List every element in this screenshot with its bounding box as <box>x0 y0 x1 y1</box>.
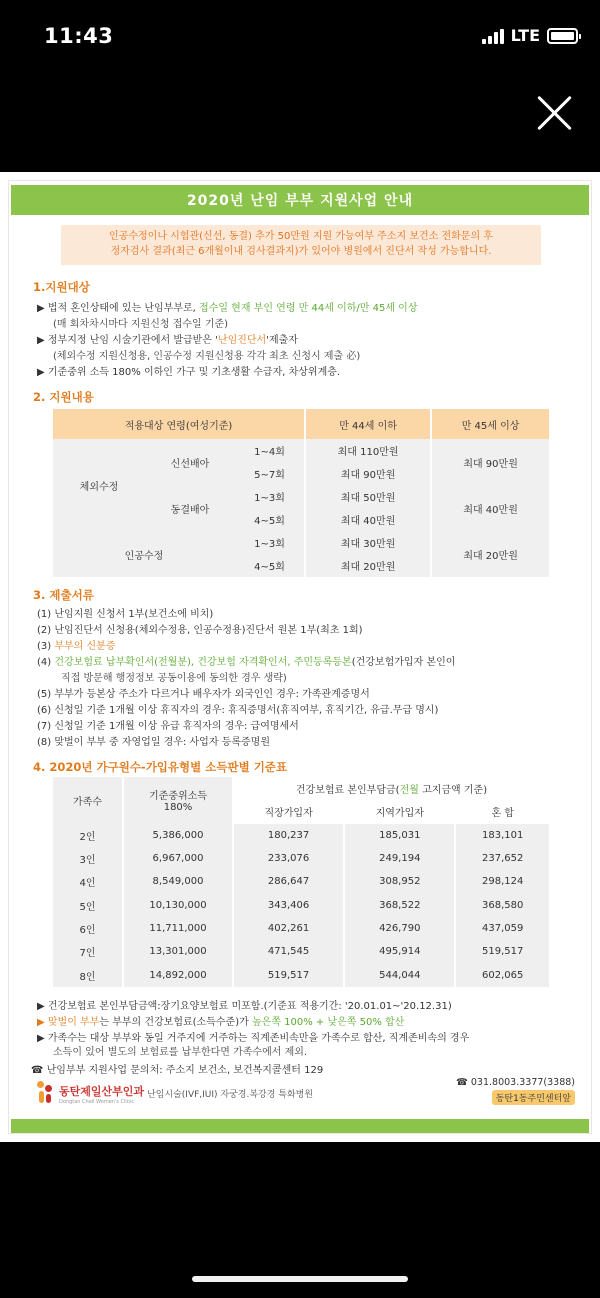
amount-cell: 최대 40만원 <box>305 508 431 531</box>
mixed-cell: 437,059 <box>455 917 549 940</box>
document-item: (2) 난임진단서 신청용(체외수정용, 인공수정용)진단서 원본 1부(최초 1회) <box>37 625 363 636</box>
clinic-name: 동탄제일산부인과 <box>59 1084 145 1098</box>
mixed-cell: 519,517 <box>455 940 549 963</box>
regional-cell: 544,044 <box>344 964 455 987</box>
document-item: (7) 신청일 기준 1개월 이상 유급 휴직자의 경우: 급여명세서 <box>37 721 299 732</box>
mixed-cell: 237,652 <box>455 847 549 870</box>
notice-box <box>61 225 541 265</box>
table-header: 지역가입자 <box>344 800 455 823</box>
amount-cell: 최대 50만원 <box>305 485 431 508</box>
document-item: (1) 난임지원 신청서 1부(보건소에 비치) <box>37 609 214 620</box>
table-header: 혼 합 <box>455 800 549 823</box>
note-highlight: ▶ 맞벌이 부부 <box>37 1017 100 1028</box>
poster-title: 2020년 난임 부부 지원사업 안내 <box>11 185 589 215</box>
eligibility-line-1 <box>37 299 417 314</box>
network-label: LTE <box>510 26 540 45</box>
contact-line: ☎ 난임부부 지원사업 문의처: 주소지 보건소, 보건복지콜센터 129 <box>31 1065 324 1076</box>
support-table <box>53 409 549 577</box>
times-cell: 5~7회 <box>235 462 305 485</box>
table-row <box>53 940 549 963</box>
times-cell: 1~4회 <box>235 439 305 462</box>
notice-line: 정자검사 결과(최근 6개월이내 검사결과지)가 있어야 병원에서 진단서 작성 가능합니다. <box>110 246 492 257</box>
times-cell: 1~3회 <box>235 531 305 554</box>
eligibility-line-5: ▶ 기준중위 소득 180% 이하인 가구 및 기초생활 수급자, 차상위계층. <box>37 367 341 378</box>
header-text: 고지금액 기준) <box>418 785 488 797</box>
poster-image[interactable] <box>0 172 600 1142</box>
table-header <box>123 777 233 824</box>
times-cell: 4~5회 <box>235 508 305 531</box>
eligibility-age: 접수일 현재 부인 연령 만 44세 이하/만 45세 이상 <box>199 303 418 314</box>
table-row <box>53 847 549 870</box>
mixed-cell: 602,065 <box>455 964 549 987</box>
item-number: (4) <box>37 657 55 668</box>
median-cell: 6,967,000 <box>123 847 233 870</box>
section-2-heading: 2. 지원내용 <box>33 390 94 404</box>
note-line: ▶ 가족수는 대상 부부와 동일 거주지에 거주하는 직계존비속만을 가족수로 합산, 직계존비속의 경우 <box>37 1033 470 1044</box>
clinic-subname: Dongtan Cheil Women's Clinic <box>59 1098 135 1105</box>
income-table <box>53 777 549 987</box>
status-indicators <box>482 26 578 45</box>
amount-cell: 최대 110만원 <box>305 439 431 462</box>
home-indicator[interactable] <box>192 1276 408 1282</box>
poster-content <box>8 180 592 1134</box>
eligibility-line-4: (체외수정 지원신청용, 인공수정 지원신청용 각각 최초 신청시 제출 必) <box>53 351 361 362</box>
subcategory-cell: 신선배아 <box>145 439 235 485</box>
eligibility-text: ▶ 법적 혼인상태에 있는 난임부부로, <box>37 303 200 314</box>
median-cell: 11,711,000 <box>123 917 233 940</box>
median-cell: 14,892,000 <box>123 964 233 987</box>
section-3-heading: 3. 제출서류 <box>33 588 94 602</box>
mixed-cell: 183,101 <box>455 824 549 847</box>
table-row <box>53 917 549 940</box>
table-row <box>53 964 549 987</box>
status-time: 11:43 <box>44 24 114 48</box>
document-item: (8) 맞벌이 부부 중 자영업일 경우: 사업자 등록증명원 <box>37 737 270 748</box>
table-header <box>233 777 549 800</box>
regional-cell: 426,790 <box>344 917 455 940</box>
category-cell: 체외수정 <box>53 439 145 531</box>
over45-cell: 최대 90만원 <box>431 439 549 485</box>
regional-cell: 368,522 <box>344 894 455 917</box>
family-cell: 8인 <box>79 971 96 983</box>
id-card-doc: 부부의 신분증 <box>54 641 116 652</box>
amount-cell: 최대 30만원 <box>305 531 431 554</box>
section-4-heading: 4. 2020년 가구원수-가입유형별 소득판별 기준표 <box>33 760 288 774</box>
workplace-cell: 233,076 <box>233 847 344 870</box>
note-line: ▶ 건강보험료 본인부담금액:장기요양보험료 미포함.(기준표 적용기간: '20.01.01~'20.12.31) <box>37 1001 452 1012</box>
clinic-logo <box>35 1079 144 1105</box>
regional-cell: 185,031 <box>344 824 455 847</box>
regional-cell: 308,952 <box>344 870 455 893</box>
table-header: 직장가입자 <box>233 800 344 823</box>
family-cell: 2인 <box>79 831 96 843</box>
table-row <box>53 894 549 917</box>
table-header: 만 44세 이하 <box>305 409 431 439</box>
location-tag: 동탄1동주민센터앞 <box>492 1090 575 1105</box>
over45-cell: 최대 40만원 <box>431 485 549 531</box>
table-header: 가족수 <box>53 777 123 824</box>
workplace-cell: 519,517 <box>233 964 344 987</box>
family-cell: 6인 <box>79 925 96 937</box>
eligibility-line-3 <box>37 331 298 346</box>
eligibility-text: '제출자 <box>266 335 298 346</box>
table-header: 만 45세 이상 <box>431 409 549 439</box>
category-cell: 인공수정 <box>53 531 235 577</box>
amount-cell: 최대 90만원 <box>305 462 431 485</box>
header-line: 180% <box>163 802 193 814</box>
document-item: (5) 부부가 등본상 주소가 다르거나 배우자가 외국인인 경우: 가족관계증명서 <box>37 689 370 700</box>
logo-icon <box>35 1079 55 1105</box>
diagnosis-doc: 난임진단서 <box>217 335 267 346</box>
family-cell: 7인 <box>79 948 96 960</box>
insurance-docs: 건강보험료 납부확인서(전월분), 건강보험 자격확인서, 주민등록등본 <box>54 657 352 668</box>
battery-icon <box>547 28 578 44</box>
workplace-cell: 286,647 <box>233 870 344 893</box>
table-header: 적용대상 연령(여성기준) <box>53 409 305 439</box>
note-line <box>37 1013 404 1028</box>
signal-icon <box>482 28 504 44</box>
mixed-cell: 298,124 <box>455 870 549 893</box>
table-row <box>53 824 549 847</box>
status-bar <box>0 0 600 70</box>
clinic-phone: ☎ 031.8003.3377(3388) <box>456 1077 575 1088</box>
close-icon[interactable] <box>534 92 576 134</box>
family-cell: 5인 <box>79 901 96 913</box>
section-1-heading: 1.지원대상 <box>33 280 90 294</box>
header-text: 전월 <box>399 785 419 797</box>
workplace-cell: 343,406 <box>233 894 344 917</box>
header-text: 건강보험료 본인부담금( <box>295 785 400 797</box>
amount-cell: 최대 20만원 <box>305 554 431 577</box>
regional-cell: 495,914 <box>344 940 455 963</box>
workplace-cell: 180,237 <box>233 824 344 847</box>
median-cell: 8,549,000 <box>123 870 233 893</box>
workplace-cell: 471,545 <box>233 940 344 963</box>
family-cell: 3인 <box>79 855 96 867</box>
times-cell: 4~5회 <box>235 554 305 577</box>
times-cell: 1~3회 <box>235 485 305 508</box>
workplace-cell: 402,261 <box>233 917 344 940</box>
median-cell: 10,130,000 <box>123 894 233 917</box>
clinic-description: 난임시술(IVF,IUI) 자궁경.복강경 특화병원 <box>147 1090 314 1100</box>
notice-line: 인공수정이나 시험관(신선, 동결) 추가 50만원 지원 가능여부 주소지 보건소 전화문의 후 <box>109 231 493 242</box>
note-line: 소득이 있어 별도의 보험료를 납부한다면 가족수에서 제외. <box>53 1047 308 1058</box>
regional-cell: 249,194 <box>344 847 455 870</box>
eligibility-line-2: (매 회차차시마다 지원신청 접수일 기준) <box>53 319 229 330</box>
footer-bar <box>11 1119 589 1133</box>
document-item <box>37 653 455 668</box>
over45-cell: 최대 20만원 <box>431 531 549 577</box>
family-cell: 4인 <box>79 878 96 890</box>
note-highlight: 높은쪽 100% + 낮은쪽 50% 합산 <box>251 1017 405 1028</box>
item-number: (3) <box>37 641 55 652</box>
eligibility-text: ▶ 정부지정 난임 시술기관에서 발급받은 ' <box>37 335 218 346</box>
table-row <box>53 870 549 893</box>
note-text: 는 부부의 건강보험료(소득수준)가 <box>99 1017 252 1028</box>
table-row <box>53 531 549 554</box>
document-item <box>37 637 115 652</box>
median-cell: 13,301,000 <box>123 940 233 963</box>
mixed-cell: 368,580 <box>455 894 549 917</box>
median-cell: 5,386,000 <box>123 824 233 847</box>
document-item: 직접 방문해 행정정보 공동이용에 동의한 경우 생략) <box>61 673 287 684</box>
subcategory-cell: 동결배아 <box>145 485 235 531</box>
table-row <box>53 439 549 462</box>
item-text: (건강보험가입자 본인이 <box>351 657 456 668</box>
header-line: 기준중위소득 <box>149 791 207 803</box>
document-item: (6) 신청일 기준 1개월 이상 휴직자의 경우: 휴직증명서(휴직여부, 휴직기간, 유급.무급 명시) <box>37 705 439 716</box>
